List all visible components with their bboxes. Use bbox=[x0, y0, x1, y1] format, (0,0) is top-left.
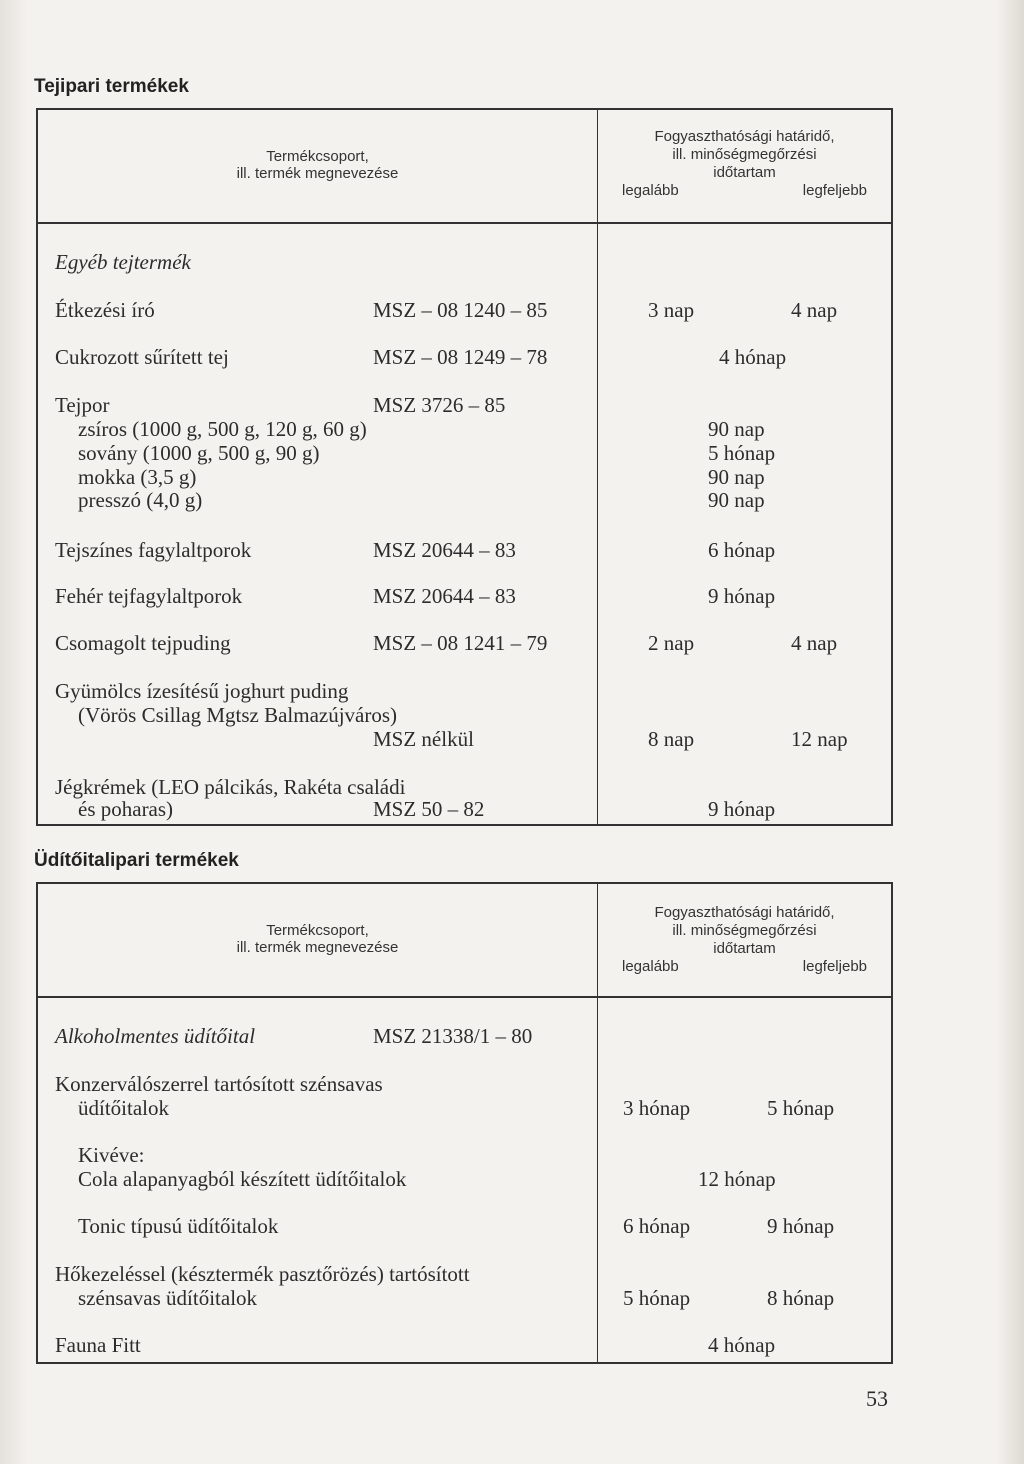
softdrink-table bbox=[36, 882, 893, 1364]
row-min: 3 nap bbox=[648, 298, 695, 322]
group-label: Egyéb tejtermék bbox=[55, 250, 191, 274]
row-min: 6 hónap bbox=[623, 1214, 691, 1238]
row-name: Fauna Fitt bbox=[55, 1333, 141, 1357]
row-max: 12 nap bbox=[791, 727, 848, 751]
row-subitem: szénsavas üdítőitalok bbox=[78, 1286, 258, 1310]
row-standard: MSZ 20644 – 83 bbox=[373, 538, 516, 562]
row-min: 3 hónap bbox=[623, 1096, 691, 1120]
section-title-dairy: Tejipari termékek bbox=[34, 76, 189, 97]
row-name: Cola alapanyagból készített üdítőitalok bbox=[78, 1167, 407, 1191]
row-subitem: (Vörös Csillag Mgtsz Balmazújváros) bbox=[78, 703, 398, 727]
row-duration: 9 hónap bbox=[708, 797, 776, 821]
row-duration: 90 nap bbox=[708, 488, 765, 512]
row-subitem: presszó (4,0 g) bbox=[78, 488, 203, 512]
group-standard: MSZ 21338/1 – 80 bbox=[373, 1024, 533, 1048]
row-subitem: és poharas) bbox=[78, 797, 174, 821]
row-name: Étkezési író bbox=[55, 298, 155, 322]
row-subitem: mokka (3,5 g) bbox=[78, 465, 197, 489]
row-max: 4 nap bbox=[791, 631, 838, 655]
group-label: Alkoholmentes üdítőital bbox=[55, 1024, 256, 1048]
row-subitem: zsíros (1000 g, 500 g, 120 g, 60 g) bbox=[78, 417, 367, 441]
row-name: Tonic típusú üdítőitalok bbox=[78, 1214, 279, 1238]
row-max: 4 nap bbox=[791, 298, 838, 322]
row-standard: MSZ 50 – 82 bbox=[373, 797, 485, 821]
header-max: legfeljebb bbox=[802, 182, 867, 199]
row-name: Hőkezeléssel (késztermék pasztőrözés) tartósított bbox=[55, 1262, 470, 1286]
row-max: 9 hónap bbox=[767, 1214, 835, 1238]
row-subitem: üdítőitalok bbox=[78, 1096, 169, 1120]
row-name: Tejszínes fagylaltporok bbox=[55, 538, 252, 562]
header-divider bbox=[38, 222, 891, 224]
row-min: 2 nap bbox=[648, 631, 695, 655]
row-standard: MSZ 20644 – 83 bbox=[373, 584, 516, 608]
column-divider bbox=[597, 110, 598, 824]
row-standard: MSZ – 08 1249 – 78 bbox=[373, 345, 548, 369]
row-min: 5 hónap bbox=[623, 1286, 691, 1310]
row-duration: 4 hónap bbox=[719, 345, 787, 369]
row-duration: 12 hónap bbox=[698, 1167, 776, 1191]
row-name: Cukrozott sűrített tej bbox=[55, 345, 229, 369]
row-duration: 4 hónap bbox=[708, 1333, 776, 1357]
row-duration: 90 nap bbox=[708, 465, 765, 489]
row-name: Csomagolt tejpuding bbox=[55, 631, 231, 655]
dairy-table bbox=[36, 108, 893, 826]
header-shelf-life: Fogyaszthatósági határidő, ill. minőségmegőrzési időtartam legalább legfeljebb bbox=[622, 904, 867, 975]
row-duration: 90 nap bbox=[708, 417, 765, 441]
row-min: 8 nap bbox=[648, 727, 695, 751]
row-subitem: sovány (1000 g, 500 g, 90 g) bbox=[78, 441, 320, 465]
row-duration: 9 hónap bbox=[708, 584, 776, 608]
header-product-group: Termékcsoport, ill. termék megnevezése bbox=[236, 922, 399, 956]
row-name: Fehér tejfagylaltporok bbox=[55, 584, 243, 608]
row-max: 5 hónap bbox=[767, 1096, 835, 1120]
row-standard: MSZ 3726 – 85 bbox=[373, 393, 506, 417]
row-duration: 5 hónap bbox=[708, 441, 776, 465]
page-number: 53 bbox=[866, 1386, 888, 1411]
row-name: Gyümölcs ízesítésű joghurt puding bbox=[55, 679, 349, 703]
header-min: legalább bbox=[622, 182, 679, 199]
row-name: Konzerválószerrel tartósított szénsavas bbox=[55, 1072, 383, 1096]
header-shelf-life: Fogyaszthatósági határidő, ill. minőségmegőrzési időtartam legalább legfeljebb bbox=[622, 128, 867, 199]
section-title-softdrinks: Üdítőitalipari termékek bbox=[34, 850, 239, 871]
row-max: 8 hónap bbox=[767, 1286, 835, 1310]
header-product-group: Termékcsoport, ill. termék megnevezése bbox=[236, 148, 399, 182]
row-standard: MSZ – 08 1240 – 85 bbox=[373, 298, 548, 322]
row-name: Tejpor bbox=[55, 393, 110, 417]
row-standard: MSZ nélkül bbox=[373, 727, 474, 751]
exception-label: Kivéve: bbox=[78, 1143, 145, 1167]
row-duration: 6 hónap bbox=[708, 538, 776, 562]
header-divider bbox=[38, 996, 891, 998]
row-name: Jégkrémek (LEO pálcikás, Rakéta családi bbox=[55, 775, 406, 799]
row-standard: MSZ – 08 1241 – 79 bbox=[373, 631, 548, 655]
header-min: legalább bbox=[622, 958, 679, 975]
header-max: legfeljebb bbox=[802, 958, 867, 975]
